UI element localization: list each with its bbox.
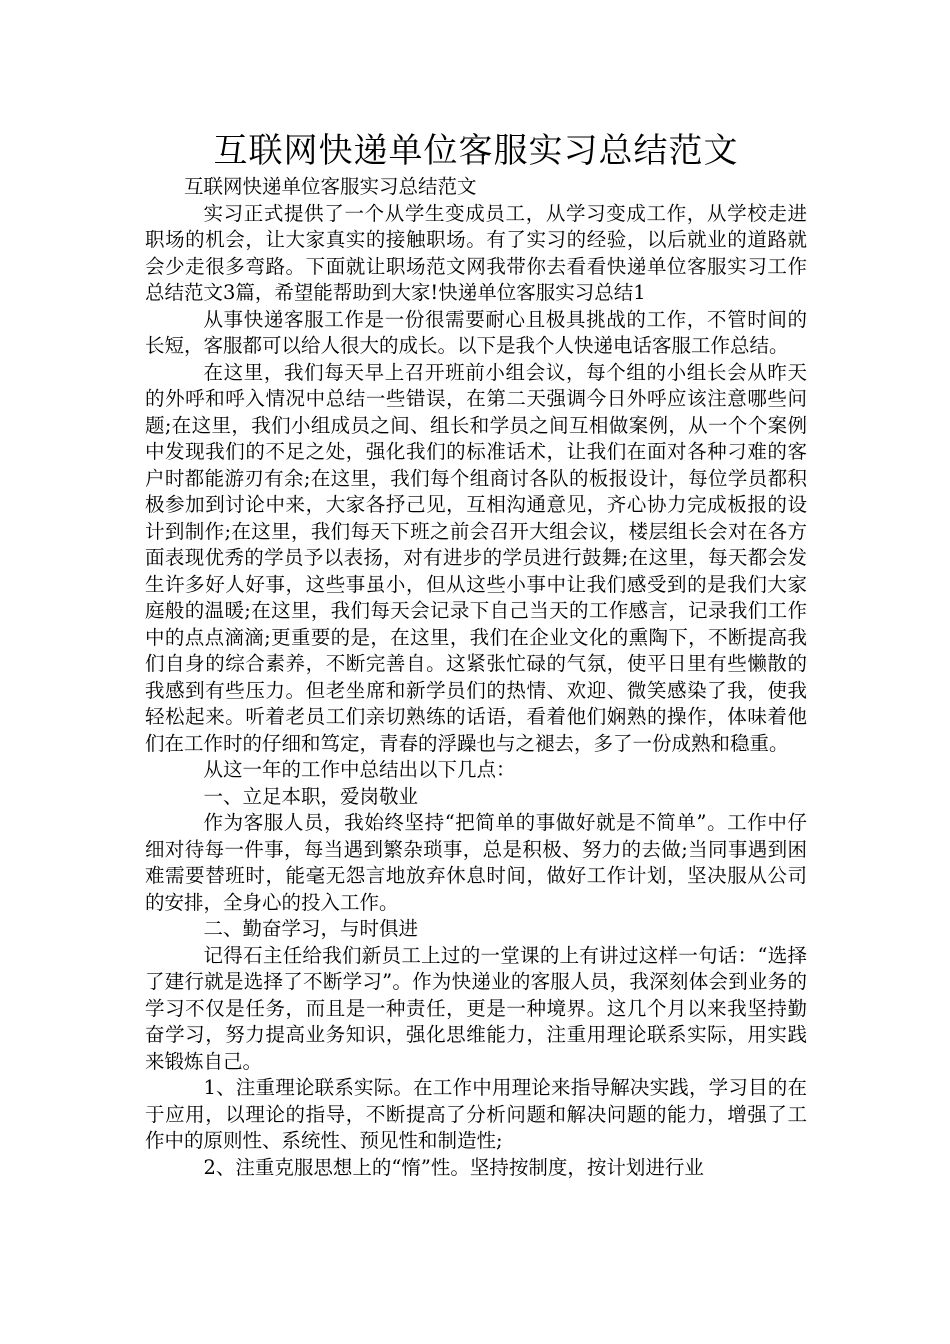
list-item-1: 1、注重理论联系实际。在工作中用理论来指导解决实践，学习目的在于应用，以理论的指导，不断提高了分析问题和解决问题的能力，增强了工作中的原则性、系统性、预见性和制造性; [145, 1076, 807, 1152]
section-heading-1: 一、立足本职，爱岗敬业 [203, 784, 419, 808]
paragraph-overview: 从事快递客服工作是一份很需要耐心且极具挑战的工作，不管时间的长短，客服都可以给人很大的成长。以下是我个人快递电话客服工作总结。 [145, 307, 807, 357]
document-title: 互联网快递单位客服实习总结范文 [213, 131, 739, 171]
document-page [145, 128, 807, 1181]
paragraph-intro: 实习正式提供了一个从学生变成员工，从学习变成工作，从学校走进职场的机会，让大家真实的接触职场。有了实习的经验，以后就业的道路就会少走很多弯路。下面就让职场范文网我带你去看看快递单位客服实习工作总结范文3篇，希望能帮助到大家!快递单位客服实习总结1 [145, 201, 807, 304]
paragraph-section-2: 记得石主任给我们新员工上过的一堂课的上有讲过这样一句话：“选择了建行就是选择了不断学习”。作为快递业的客服人员，我深刻体会到业务的学习不仅是任务，而且是一种责任，更是一种境界。这几个月以来我坚持勤奋学习，努力提高业务知识，强化思维能力，注重用理论联系实际，用实践来锻炼自己。 [145, 943, 807, 1073]
section-heading-2: 二、勤奋学习，与时俱进 [203, 917, 419, 940]
list-item-2: 2、注重克服思想上的“惰”性。坚持按制度，按计划进行业 [203, 1155, 704, 1179]
paragraph-summary-lead: 从这一年的工作中总结出以下几点： [203, 758, 516, 781]
document-subtitle: 互联网快递单位客服实习总结范文 [184, 175, 477, 198]
paragraph-section-1: 作为客服人员，我始终坚持“把简单的事做好就是不简单”。工作中仔细对待每一件事，每当遇到繁杂琐事，总是积极、努力的去做;当同事遇到困难需要替班时，能毫无怨言地放弃休息时间，做好工作计划，坚决服从公司的安排，全身心的投入工作。 [145, 811, 807, 914]
paragraph-daily-work: 在这里，我们每天早上召开班前小组会议，每个组的小组长会从昨天的外呼和呼入情况中总结一些错误，在第二天强调今日外呼应该注意哪些问题;在这里，我们小组成员之间、组长和学员之间互相做案例，从一个个案例中发现我们的不足之处，强化我们的标准话术，让我们在面对各种刁难的客户时都能游刃有余;在这里，我们每个组商讨各队的板报设计，每位学员都积极参加到讨论中来，大家各抒己见，互相沟通意见，齐心协力完成板报的设计到制作;在这里，我们每天下班之前会召开大组会议，楼层组长会对在各方面表现优秀的学员予以表扬，对有进步的学员进行鼓舞;在这里，每天都会发生许多好人好事，这些事虽小，但从这些小事中让我们感受到的是我们大家庭般的温暖;在这里，我们每天会记录下自己当天的工作感言，记录我们工作中的点点滴滴;更重要的是，在这里，我们在企业文化的熏陶下，不断提高我们自身的综合素养，不断完善自。这紧张忙碌的气氛，使平日里有些懒散的我感到有些压力。但老坐席和新学员们的热情、欢迎、微笑感染了我，使我轻松起来。听着老员工们亲切熟练的话语，看着他们娴熟的操作，体味着他们在工作时的仔细和笃定，青春的浮躁也与之褪去，多了一份成熟和稳重。 [145, 360, 807, 755]
